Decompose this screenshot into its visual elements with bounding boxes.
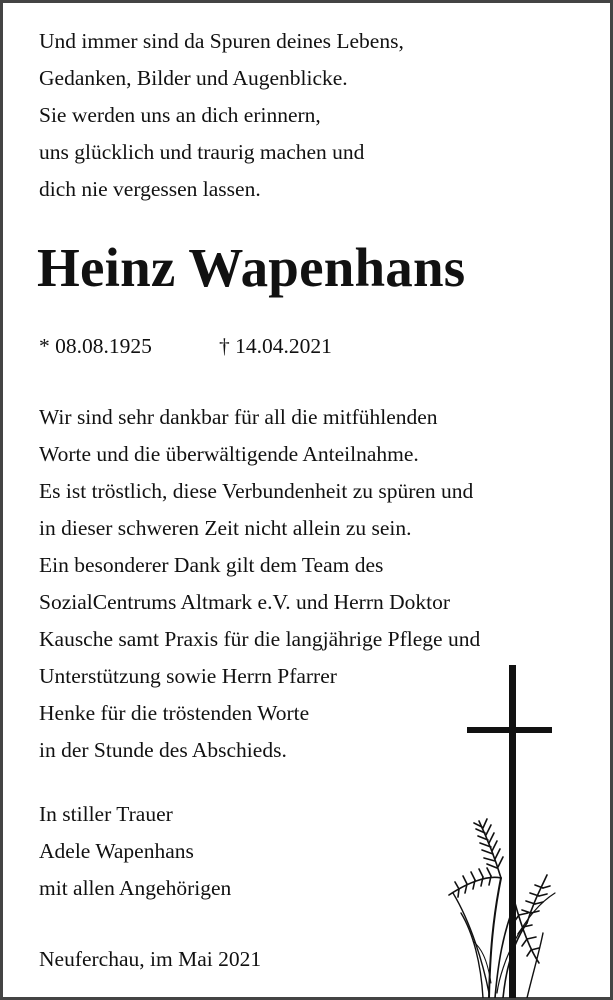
- deceased-name: Heinz Wapenhans: [37, 237, 466, 298]
- verse-line: Und immer sind da Spuren deines Lebens,: [39, 29, 404, 53]
- life-dates: [39, 328, 332, 365]
- signature-block: [39, 796, 231, 907]
- birth-date: * 08.08.1925: [39, 334, 152, 358]
- thanks-line: Unterstützung sowie Herrn Pfarrer: [39, 664, 337, 688]
- thanks-line: SozialCentrums Altmark e.V. und Herrn Doktor: [39, 590, 451, 614]
- verse-line: uns glücklich und traurig machen und: [39, 140, 365, 164]
- cross-with-wheat-icon: [443, 663, 563, 998]
- death-date: † 14.04.2021: [219, 334, 332, 358]
- thanks-paragraph: [39, 399, 480, 769]
- signature-line: In stiller Trauer: [39, 802, 173, 826]
- thanks-line: Es ist tröstlich, diese Verbundenheit zu spüren und: [39, 479, 474, 503]
- thanks-line: in dieser schweren Zeit nicht allein zu sein.: [39, 516, 412, 540]
- place-date: Neuferchau, im Mai 2021: [39, 947, 262, 971]
- verse-line: dich nie vergessen lassen.: [39, 177, 261, 201]
- memorial-verse: [39, 23, 404, 208]
- place-date-block: [39, 941, 261, 978]
- verse-line: Sie werden uns an dich erinnern,: [39, 103, 321, 127]
- thanks-line: Wir sind sehr dankbar für all die mitfühlenden: [39, 405, 438, 429]
- thanks-line: Ein besonderer Dank gilt dem Team des: [39, 553, 384, 577]
- signature-line: mit allen Angehörigen: [39, 876, 232, 900]
- signature-line: Adele Wapenhans: [39, 839, 194, 863]
- thanks-line: Worte und die überwältigende Anteilnahme.: [39, 442, 419, 466]
- thanks-line: Henke für die tröstenden Worte: [39, 701, 310, 725]
- thanks-line: Kausche samt Praxis für die langjährige Pflege und: [39, 627, 481, 651]
- thanks-line: in der Stunde des Abschieds.: [39, 738, 287, 762]
- verse-line: Gedanken, Bilder und Augenblicke.: [39, 66, 348, 90]
